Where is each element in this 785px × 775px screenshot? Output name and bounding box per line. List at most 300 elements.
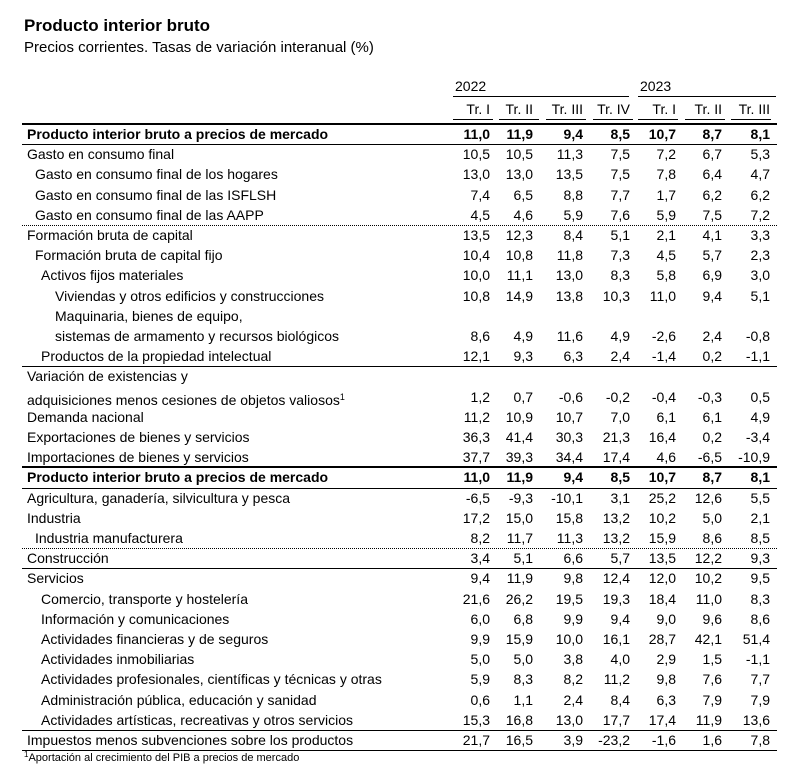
table-cell: 9,0	[656, 610, 676, 627]
row-label-text: Exportaciones de bienes y servicios	[27, 429, 250, 445]
table-cell: 15,0	[505, 509, 533, 526]
table-cell: 6,2	[702, 186, 722, 203]
table-cell: 10,0	[555, 631, 583, 647]
table-cell: 9,3	[513, 348, 533, 365]
table-cell: 5,3	[750, 146, 770, 163]
table-cell: 7,6	[610, 206, 630, 223]
table-row	[0, 124, 785, 144]
table-cell: 11,8	[556, 247, 583, 264]
table-row	[0, 467, 785, 487]
table-cell: 7,2	[656, 146, 676, 163]
row-label-text: Activos fijos materiales	[41, 267, 184, 284]
row-label-text: Formación bruta de capital fijo	[35, 247, 223, 264]
table-cell: 21,7	[462, 732, 490, 748]
table-cell: 3,9	[563, 732, 583, 748]
table-row	[0, 508, 785, 528]
table-cell: 13,2	[602, 530, 630, 546]
table-cell: 12,4	[602, 570, 630, 587]
row-label-text: Industria	[27, 509, 81, 526]
table-cell: 17,7	[602, 711, 630, 728]
row-label	[27, 467, 328, 487]
row-label-text: Gasto en consumo final de los hogares	[35, 166, 278, 183]
table-row	[0, 205, 785, 225]
table-cell: 21,3	[602, 429, 630, 445]
row-label-text: Gasto en consumo final de las AAPP	[35, 206, 264, 223]
table-cell: 7,5	[702, 206, 722, 223]
table-cell: -2,6	[651, 328, 676, 344]
table-cell: 3,1	[610, 489, 630, 506]
table-cell: 13,0	[555, 267, 583, 284]
table-cell: 10,7	[648, 126, 676, 142]
table-cell: 7,3	[610, 247, 630, 264]
row-label	[27, 124, 328, 144]
row-label-text: Construcción	[27, 550, 109, 567]
table-row	[0, 649, 785, 669]
table-cell: -23,2	[598, 732, 630, 748]
year-2023: 2023	[640, 78, 672, 94]
row-label-text: Comercio, transporte y hostelería	[41, 590, 248, 607]
table-cell: 10,8	[505, 247, 533, 264]
table-cell: -10,1	[551, 489, 583, 506]
table-cell: -0,3	[697, 388, 722, 405]
quarter-header: Tr. IV	[597, 101, 630, 117]
table-cell: 9,9	[470, 631, 490, 647]
table-cell: 11,9	[506, 469, 533, 486]
table-cell: 9,3	[750, 550, 770, 567]
table-cell: 17,2	[462, 509, 490, 526]
table-cell: 6,7	[702, 146, 722, 163]
table-cell: 42,1	[694, 631, 722, 647]
table-row	[0, 447, 785, 467]
table-cell: 8,4	[563, 227, 583, 243]
quarter-underline	[499, 119, 539, 120]
table-cell: 6,2	[750, 186, 770, 203]
table-row	[0, 690, 785, 710]
table-cell: 5,7	[702, 247, 722, 264]
table-subtitle: Precios corrientes. Tasas de variación interanual (%)	[24, 39, 374, 56]
table-cell: 34,4	[555, 449, 583, 466]
table-cell: 0,7	[513, 388, 533, 405]
row-label	[41, 609, 229, 629]
row-label	[27, 225, 193, 245]
table-cell: 0,2	[702, 429, 722, 445]
table-cell: 21,6	[462, 590, 490, 607]
footnote-text: Aportación al crecimiento del PIB a precios de mercado	[28, 752, 300, 764]
table-cell: 10,4	[462, 247, 490, 264]
year-underline	[453, 96, 629, 97]
table-cell: 8,6	[470, 328, 490, 344]
table-cell: -0,4	[651, 388, 676, 405]
table-row	[0, 488, 785, 508]
table-cell: 11,0	[649, 287, 676, 304]
table-cell: 8,3	[610, 267, 630, 284]
table-cell: 4,9	[513, 328, 533, 344]
table-row	[0, 185, 785, 205]
row-label	[35, 528, 183, 548]
table-row	[0, 346, 785, 366]
table-cell: 10,2	[648, 509, 676, 526]
row-label-text: sistemas de armamento y recursos biológicos	[55, 328, 340, 344]
table-cell: 3,8	[563, 651, 583, 668]
table-cell: 5,9	[470, 671, 490, 688]
table-cell: -0,2	[605, 388, 630, 405]
table-cell: 8,2	[470, 530, 490, 546]
table-cell: 1,5	[702, 651, 722, 668]
table-cell: -1,1	[745, 348, 770, 365]
table-cell: 8,1	[750, 469, 770, 486]
table-cell: 9,4	[610, 610, 630, 627]
table-cell: 4,6	[513, 206, 533, 223]
table-cell: 8,8	[563, 186, 583, 203]
table-cell: 17,4	[648, 711, 676, 728]
table-row	[0, 427, 785, 447]
table-cell: 6,0	[470, 610, 490, 627]
quarter-header: Tr. I	[652, 101, 676, 117]
table-title: Producto interior bruto	[24, 16, 211, 35]
table-cell: 8,5	[610, 126, 630, 142]
row-label	[27, 427, 250, 447]
table-cell: 6,1	[656, 408, 676, 425]
table-cell: 12,6	[694, 489, 722, 506]
table-cell: 8,1	[750, 126, 770, 142]
table-cell: 13,5	[648, 550, 676, 567]
row-label-text: Administración pública, educación y sanidad	[41, 691, 317, 708]
table-cell: 2,1	[750, 509, 770, 526]
table-cell: 7,8	[750, 732, 770, 748]
table-row	[0, 407, 785, 427]
row-label-text: Actividades artísticas, recreativas y otros servicios	[41, 711, 353, 728]
table-row	[0, 225, 785, 245]
row-label-text: Gasto en consumo final de las ISFLSH	[35, 186, 277, 203]
table-cell: 16,1	[602, 631, 630, 647]
table-cell: 3,0	[750, 267, 770, 284]
row-label-text: Viviendas y otros edificios y construcciones	[55, 287, 324, 304]
table-cell: -6,5	[465, 489, 490, 506]
row-label-text: adquisiciones menos cesiones de objetos valiosos	[27, 391, 340, 408]
table-cell: 5,9	[656, 206, 676, 223]
row-label-text: Actividades financieras y de seguros	[41, 631, 269, 647]
table-cell: 5,1	[610, 227, 630, 243]
table-cell: 13,0	[462, 166, 490, 183]
row-label	[27, 144, 174, 164]
table-cell: 5,0	[702, 509, 722, 526]
table-row	[0, 387, 785, 407]
table-row	[0, 144, 785, 164]
table-cell: 19,3	[602, 590, 630, 607]
table-cell: 6,8	[513, 610, 533, 627]
table-cell: 13,6	[742, 711, 770, 728]
table-cell: 4,5	[470, 206, 490, 223]
table-cell: 11,9	[506, 570, 533, 587]
table-cell: 7,9	[702, 691, 722, 708]
row-label	[41, 649, 194, 669]
quarter-header: Tr. III	[551, 101, 583, 117]
table-cell: 37,7	[462, 449, 490, 466]
quarter-underline	[731, 119, 771, 120]
table-cell: 25,2	[648, 489, 676, 506]
row-label-text: Demanda nacional	[27, 408, 144, 425]
row-label	[41, 669, 382, 689]
table-cell: 13,8	[555, 287, 583, 304]
table-cell: 7,4	[470, 186, 490, 203]
table-cell: 10,7	[555, 408, 583, 425]
table-cell: 4,6	[656, 449, 676, 466]
table-row	[0, 286, 785, 306]
table-cell: 5,9	[563, 206, 583, 223]
row-label	[35, 205, 264, 225]
row-label	[41, 629, 268, 649]
table-cell: 8,5	[610, 469, 630, 486]
quarter-header: Tr. III	[738, 101, 770, 117]
row-label-text: Actividades inmobiliarias	[41, 651, 195, 668]
table-row	[0, 548, 785, 568]
row-label-text: Producto interior bruto a precios de mercado	[27, 469, 329, 486]
year-2022: 2022	[455, 78, 487, 94]
table-cell: 11,2	[463, 408, 490, 425]
table-cell: 10,8	[462, 287, 490, 304]
table-row	[0, 568, 785, 588]
row-label-text: Industria manufacturera	[35, 530, 183, 546]
row-label-text: Agricultura, ganadería, silvicultura y pesca	[27, 489, 291, 506]
table-cell: 8,5	[750, 530, 770, 546]
table-cell: 3,4	[470, 550, 490, 567]
table-cell: 1,7	[656, 186, 676, 203]
table-cell: 5,0	[470, 651, 490, 668]
footnote	[24, 750, 299, 764]
row-label	[55, 326, 339, 346]
table-cell: 10,3	[602, 287, 630, 304]
row-label-text: Actividades profesionales, científicas y técnicas y otras	[41, 671, 382, 688]
table-cell: 8,7	[702, 469, 722, 486]
table-cell: 2,1	[656, 227, 676, 243]
table-cell: 7,9	[750, 691, 770, 708]
table-cell: 41,4	[505, 429, 533, 445]
table-cell: -9,3	[508, 489, 533, 506]
table-cell: 11,3	[556, 530, 583, 546]
table-cell: -1,6	[651, 732, 676, 748]
table-cell: 8,2	[563, 671, 583, 688]
table-row	[0, 164, 785, 184]
table-cell: 2,3	[750, 247, 770, 264]
row-label	[35, 185, 276, 205]
table-cell: 17,4	[602, 449, 630, 466]
table-cell: 10,5	[462, 146, 490, 163]
row-label-text: Maquinaria, bienes de equipo,	[55, 307, 243, 324]
footnote-ref: 1	[339, 391, 345, 402]
row-label	[27, 488, 290, 508]
table-cell: 9,4	[470, 570, 490, 587]
quarter-underline	[638, 119, 678, 120]
table-cell: 30,3	[555, 429, 583, 445]
row-label-text: Servicios	[27, 570, 84, 587]
table-cell: 12,2	[694, 550, 722, 567]
table-cell: 39,3	[505, 449, 533, 466]
row-label	[41, 265, 183, 285]
table-cell: 6,3	[563, 348, 583, 365]
table-cell: 11,3	[556, 146, 583, 163]
table-cell: 10,7	[648, 469, 676, 486]
table-row	[0, 669, 785, 689]
table-cell: 11,6	[556, 328, 583, 344]
table-row	[0, 366, 785, 386]
table-cell: -10,9	[738, 449, 770, 466]
table-cell: 13,0	[555, 711, 583, 728]
table-cell: 10,2	[694, 570, 722, 587]
table-cell: 12,0	[648, 570, 676, 587]
table-cell: 6,5	[513, 186, 533, 203]
table-cell: 13,0	[505, 166, 533, 183]
table-cell: 1,6	[702, 732, 722, 748]
table-cell: 4,7	[750, 166, 770, 183]
quarter-underline	[593, 119, 633, 120]
row-label	[27, 568, 84, 588]
table-cell: 15,9	[648, 530, 676, 546]
table-cell: 1,1	[513, 691, 533, 708]
quarter-underline	[453, 119, 493, 120]
table-row	[0, 730, 785, 750]
table-cell: 4,0	[610, 651, 630, 668]
table-cell: 5,5	[750, 489, 770, 506]
table-row	[0, 245, 785, 265]
table-cell: 14,9	[505, 287, 533, 304]
table-cell: 5,1	[513, 550, 533, 567]
table-cell: 6,4	[702, 166, 722, 183]
table-cell: 10,0	[462, 267, 490, 284]
table-cell: 11,9	[506, 126, 533, 142]
table-cell: 26,2	[505, 590, 533, 607]
table-cell: 7,7	[610, 186, 630, 203]
table-cell: 8,6	[750, 610, 770, 627]
table-cell: -6,5	[697, 449, 722, 466]
table-cell: 7,6	[702, 671, 722, 688]
table-cell: 9,4	[563, 469, 583, 486]
row-label	[41, 589, 248, 609]
table-cell: -0,6	[558, 388, 583, 405]
table-cell: 7,2	[750, 206, 770, 223]
table-row	[0, 710, 785, 730]
row-label	[27, 366, 188, 386]
table-cell: 9,6	[702, 610, 722, 627]
table-cell: 8,3	[513, 671, 533, 688]
table-cell: 8,7	[702, 126, 722, 142]
row-label	[55, 306, 243, 326]
year-underline	[638, 96, 776, 97]
row-label-text: Impuestos menos subvenciones sobre los productos	[27, 732, 354, 748]
table-cell: 11,7	[506, 530, 533, 546]
table-cell: -1,4	[651, 348, 676, 365]
row-label	[27, 730, 353, 750]
table-cell: 4,9	[750, 408, 770, 425]
table-cell: 9,8	[563, 570, 583, 587]
table-cell: 5,1	[750, 287, 770, 304]
table-cell: 8,6	[702, 530, 722, 546]
table-cell: 11,9	[695, 711, 722, 728]
row-label	[41, 346, 271, 366]
table-cell: 16,8	[505, 711, 533, 728]
quarter-underline	[546, 119, 586, 120]
table-cell: 16,4	[648, 429, 676, 445]
table-cell: 10,5	[505, 146, 533, 163]
table-cell: 13,5	[462, 227, 490, 243]
row-label	[41, 710, 353, 730]
table-cell: -1,1	[745, 651, 770, 668]
row-label	[27, 447, 249, 467]
row-label-text: Formación bruta de capital	[27, 227, 193, 243]
table-cell: 11,2	[603, 671, 630, 688]
table-cell: 7,0	[610, 408, 630, 425]
footnote-mark: 1	[24, 750, 29, 759]
table-cell: 2,4	[702, 328, 722, 344]
table-cell: 6,1	[702, 408, 722, 425]
table-cell: 28,7	[648, 631, 676, 647]
row-label	[55, 286, 324, 306]
row-label-text: Productos de la propiedad intelectual	[41, 348, 272, 365]
table-row	[0, 265, 785, 285]
table-cell: 16,5	[505, 732, 533, 748]
table-cell: 13,5	[555, 166, 583, 183]
table-cell: 7,5	[610, 166, 630, 183]
table-cell: 0,5	[750, 388, 770, 405]
table-row	[0, 629, 785, 649]
table-cell: 5,7	[610, 550, 630, 567]
table-cell: 7,5	[610, 146, 630, 163]
table-cell: 0,6	[470, 691, 490, 708]
quarter-underline	[685, 119, 725, 120]
table-cell: 9,4	[563, 126, 583, 142]
table-cell: 9,9	[563, 610, 583, 627]
table-cell: 9,4	[702, 287, 722, 304]
table-cell: 1,2	[470, 388, 490, 405]
table-cell: 10,9	[505, 408, 533, 425]
table-cell: 2,4	[563, 691, 583, 708]
table-cell: 15,3	[462, 711, 490, 728]
table-row	[0, 326, 785, 346]
table-cell: 18,4	[648, 590, 676, 607]
row-label	[35, 245, 223, 265]
table-cell: -3,4	[745, 429, 770, 445]
table-cell: 9,5	[750, 570, 770, 587]
table-cell: 9,8	[656, 671, 676, 688]
table-cell: 2,9	[656, 651, 676, 668]
table-row	[0, 589, 785, 609]
table-cell: 4,5	[656, 247, 676, 264]
table-cell: 12,3	[505, 227, 533, 243]
table-cell: 7,7	[750, 671, 770, 688]
table-cell: 11,0	[463, 126, 490, 142]
row-label	[35, 164, 278, 184]
row-label-text: Información y comunicaciones	[41, 610, 230, 627]
table-cell: -0,8	[745, 328, 770, 344]
table-cell: 13,2	[602, 509, 630, 526]
table-cell: 0,2	[702, 348, 722, 365]
row-label	[27, 407, 144, 427]
table-cell: 6,6	[563, 550, 583, 567]
row-label-text: Gasto en consumo final	[27, 146, 175, 163]
quarter-header: Tr. I	[466, 101, 490, 117]
table-row	[0, 609, 785, 629]
row-label	[27, 548, 109, 568]
table-cell: 4,1	[702, 227, 722, 243]
table-cell: 3,3	[750, 227, 770, 243]
table-cell: 4,9	[610, 328, 630, 344]
table-cell: 6,3	[656, 691, 676, 708]
table-cell: 8,4	[610, 691, 630, 708]
table-cell: 8,3	[750, 590, 770, 607]
table-cell: 7,8	[656, 166, 676, 183]
table-cell: 2,4	[610, 348, 630, 365]
table-cell: 15,8	[555, 509, 583, 526]
quarter-header: Tr. II	[694, 101, 722, 117]
